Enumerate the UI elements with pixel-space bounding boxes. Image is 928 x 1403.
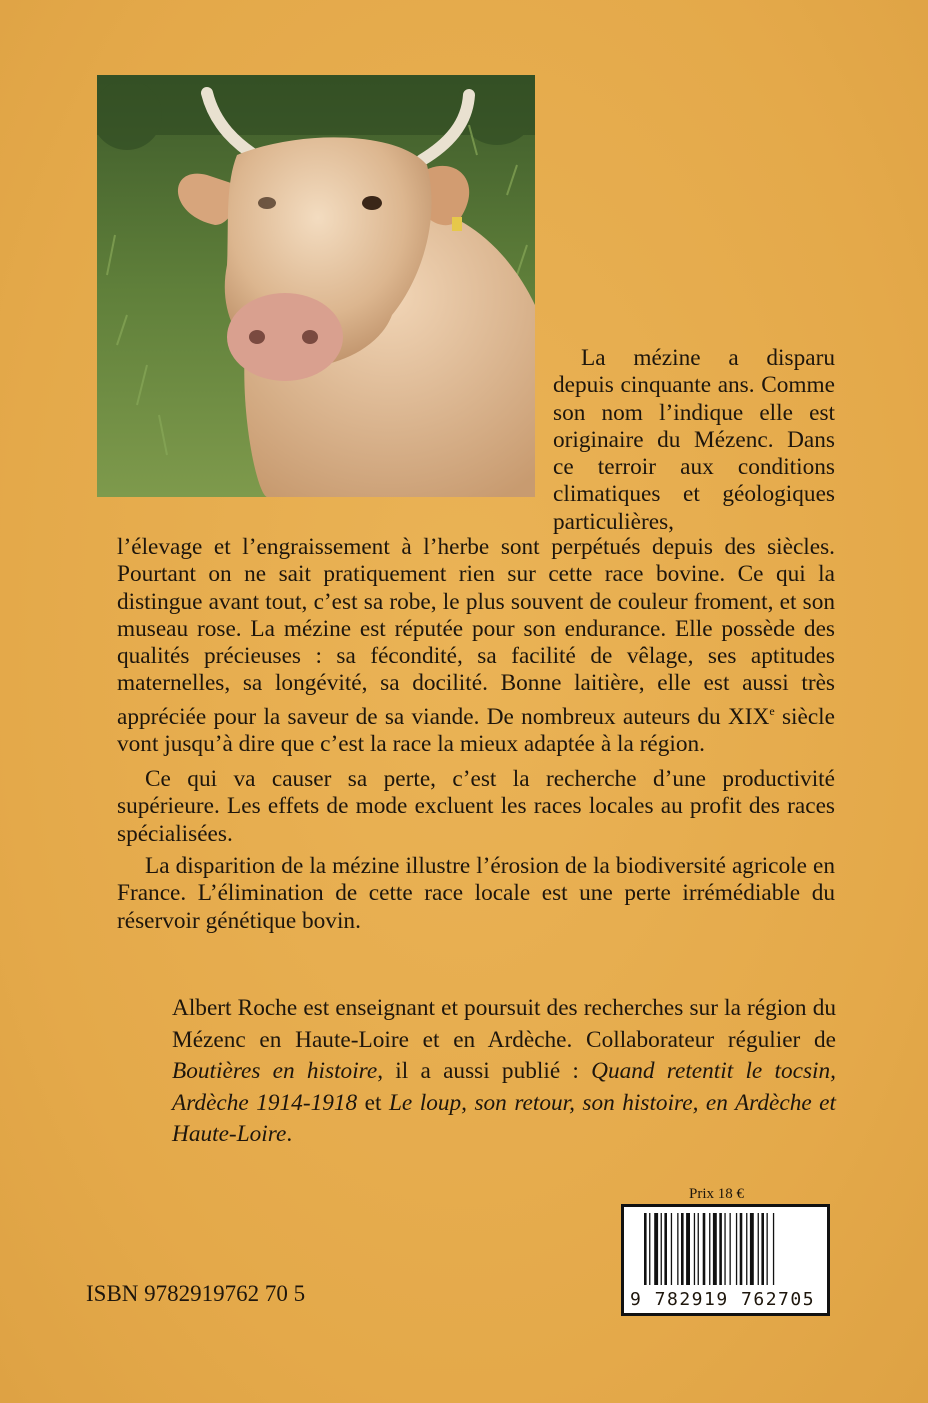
barcode-bar — [746, 1213, 747, 1285]
barcode-bar — [654, 1213, 658, 1285]
barcode-bar — [649, 1213, 650, 1285]
barcode-bar — [703, 1213, 706, 1285]
cow-image — [97, 75, 535, 497]
bio-text: et — [357, 1089, 389, 1116]
barcode-bar — [694, 1213, 695, 1285]
barcode-bar — [750, 1213, 754, 1285]
barcode-bars — [644, 1213, 814, 1285]
barcode-bar — [758, 1213, 759, 1285]
bio-text: , il a aussi publié : — [377, 1058, 592, 1084]
bio-title-boutieres: Boutières en histoire — [172, 1058, 378, 1084]
barcode-bar — [740, 1213, 743, 1285]
paragraph-disparition: La disparition de la mézine illustre l’érosion de la biodiversité agricole en France. L’élimination de cette race locale est une perte irrémédiable du réservoir génétique bovin. — [117, 853, 835, 934]
paragraph-perte: Ce qui va causer sa perte, c’est la recherche d’une productivité supérieure. Les effets de mode excluent les races locales au profit des races spécialisées. — [117, 766, 835, 847]
isbn-label: ISBN 9782919762 70 5 — [86, 1281, 306, 1306]
barcode-bar — [736, 1213, 737, 1285]
intro-paragraph-right: La mézine a disparu depuis cinquante ans. Comme son nom l’indique elle est originaire du Mézenc. Dans ce terroir aux conditions climatiques et géologiques particulières, — [553, 345, 835, 535]
barcode — [621, 1204, 830, 1316]
barcode-bar — [664, 1213, 667, 1285]
bio-text: . — [286, 1121, 293, 1147]
intro-paragraph-text: l’élevage et l’engraissement à l’herbe sont perpétués depuis des siècles. Pourtant on ne sait pratiquement rien sur cette race bovine. Ce qui la distingue avant tout, c’est sa robe, le plus souvent de couleur froment, et son museau rose. La mézine est réputée pour son endurance. Elle possède des qualités précieuses : sa fécondité, sa facilité de vêlage, ses aptitudes maternelles, sa longévité, sa docilité. Bonne laitière, elle est aussi très appréciée pour la saveur de sa viande. De nombreux auteurs du XIX — [117, 534, 835, 730]
barcode-bar — [713, 1213, 717, 1285]
barcode-bar — [761, 1213, 764, 1285]
barcode-bar — [724, 1213, 725, 1285]
barcode-bar — [681, 1213, 684, 1285]
barcode-bar — [719, 1213, 722, 1285]
barcode-bar — [677, 1213, 678, 1285]
barcode-bar — [644, 1213, 647, 1285]
superscript: e — [769, 703, 775, 718]
barcode-bar — [709, 1213, 710, 1285]
barcode-bar — [730, 1213, 731, 1285]
bio-title-loup: Le loup, son retour, son histoire, en Ardèche et Haute-Loire — [172, 1089, 836, 1147]
intro-paragraph-continued — [117, 534, 835, 758]
barcode-digits: 9 782919 762705 — [630, 1289, 816, 1310]
barcode-bar — [686, 1213, 690, 1285]
barcode-bar — [698, 1213, 699, 1285]
author-bio — [172, 993, 836, 1151]
intro-paragraph-end: siècle vont jusqu’à dire que c’est la race la mieux adaptée à la région. — [117, 703, 835, 757]
barcode-bar — [661, 1213, 662, 1285]
barcode-bar — [767, 1213, 768, 1285]
barcode-bar — [671, 1213, 672, 1285]
cow-photo — [97, 75, 535, 497]
barcode-bar — [773, 1213, 774, 1285]
price-label: Prix 18 € — [689, 1186, 745, 1202]
bio-title-tocsin: Quand retentit le tocsin, Ardèche 1914-1918 — [172, 1058, 836, 1116]
bio-text: Albert Roche est enseignant et poursuit des recherches sur la région du Mézenc en Haute-Loire et en Ardèche. Collaborateur régulier de — [172, 995, 836, 1053]
